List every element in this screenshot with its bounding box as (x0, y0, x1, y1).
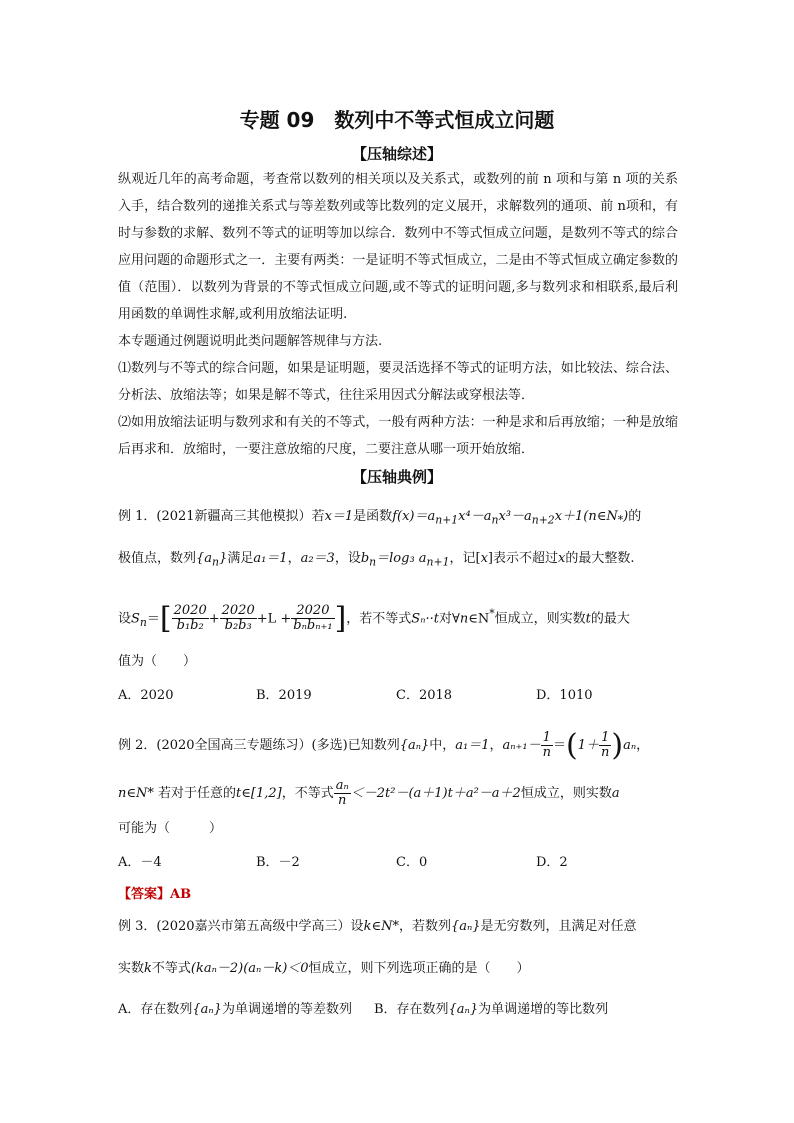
math-sub: n (369, 555, 377, 569)
math: x³－a (498, 509, 532, 524)
fraction (599, 731, 611, 760)
text: 是函数 (353, 509, 393, 524)
math: aₙ (623, 738, 637, 753)
overview-paragraph-1: 纵观近几年的高考命题，考查常以数列的相关项以及关系式，或数列的前 n 项和与第 n 项的关系入手，结合数列的递推关系式与等差数列或等比数列的定义展开，求解数列的通项、前 n项和，有时与参数的求解、数列不等式的证明等加以综合．数列中不等式恒成立问题，是数列不等式的综合应用问题的命题形式之一．主要有两类：一是证明不等式恒成立，二是由不等式恒成立确定参数的值（范围）．以数列为背景的不等式恒成立问题,或不等式的证明问题,多与数列求和相联系,最后利用函数的单调性求解,或利用放缩法证明. (118, 172, 678, 322)
fraction (220, 604, 257, 633)
numerator: 2020 (291, 604, 334, 619)
numerator: 2020 (173, 603, 207, 619)
math-sub: n+1 (426, 555, 450, 569)
page-title: 专题 09 数列中不等式恒成立问题 (239, 108, 555, 132)
math-sup: * (489, 607, 495, 620)
fraction (172, 604, 209, 633)
fraction (291, 604, 334, 633)
text: 的最大整数. (565, 551, 635, 566)
example-3-line-1 (118, 916, 678, 938)
denominator: b₁b₂ (176, 618, 204, 634)
plus: + (208, 611, 220, 627)
math: f(x)＝a (392, 509, 436, 524)
math: } (219, 551, 228, 566)
math: x (557, 551, 566, 566)
math: n (459, 611, 469, 627)
math: ··t (425, 611, 439, 627)
right-bracket: ] (334, 600, 347, 636)
numerator: 1 (541, 731, 553, 746)
text: 若对于任意的 (158, 786, 237, 801)
example-2-line-1 (118, 726, 678, 766)
text: 中， (429, 738, 456, 753)
example-2-option-d: D．2 (536, 855, 568, 870)
text: 恒成立，则实数 (494, 611, 586, 627)
overview-paragraph-4: ⑵如用放缩法证明与数列求和有关的不等式，一般有两种方法：一种是求和后再放缩；一种是放缩后再求和．放缩时，一要注意放缩的尺度，二要注意从哪一项开始放缩． (118, 415, 678, 457)
left-bracket: [ (159, 600, 172, 636)
text: 例 1．(2021新疆高三其他模拟）若 (118, 509, 325, 524)
example-1-line-1 (118, 506, 678, 532)
math-sub: n (212, 555, 220, 569)
text: 恒成立，则实数 (520, 786, 612, 801)
example-3-line-2 (118, 958, 678, 980)
section-heading-examples: 【压轴典例】 (351, 468, 442, 486)
math: x＋1(n∈N (554, 509, 618, 524)
math: t∈[1,2] (236, 786, 282, 801)
overview-paragraph-2: 本专题通过例题说明此类问题解答规律与方法. (118, 334, 383, 349)
math: Sₙ (411, 611, 426, 627)
example-2-line-3: 可能为（ ） (118, 821, 223, 836)
math: {aₙ} (450, 919, 481, 934)
text: 设 (118, 611, 132, 627)
math: k∈N* (363, 919, 399, 934)
example-2-option-c: C．0 (396, 855, 428, 870)
text: 例 3．(2020嘉兴市第五高级中学高三）设 (118, 919, 364, 934)
math: x＝1 (324, 509, 354, 524)
math-sub: * (617, 513, 624, 527)
math-sub: n+2 (531, 513, 555, 527)
text: ]表示不超过 (487, 551, 558, 566)
denominator: b₂b₃ (224, 618, 252, 634)
example-1-option-b: B．2019 (256, 688, 312, 703)
text: 不等式 (151, 961, 191, 976)
math: ＝ (146, 611, 160, 627)
example-2-option-b: B．－2 (256, 855, 300, 870)
text: 是无穷数列，且满足对任意 (480, 919, 637, 934)
denominator: n (601, 745, 610, 760)
example-3-options-line (118, 999, 678, 1021)
example-1-line-3 (118, 590, 678, 638)
text: ∈N (468, 611, 490, 627)
text: ，设 (334, 551, 361, 566)
math: a (611, 786, 620, 801)
math-sub: n+1 (435, 513, 459, 527)
text: 为单调递增的等比数列 (478, 1002, 609, 1017)
math: ＜－2t²－(a＋1)t＋a²－a＋2 (350, 786, 521, 801)
text: ，不等式 (281, 786, 334, 801)
example-1-line-4: 值为（ ） (118, 654, 197, 669)
text: 的 (628, 509, 642, 524)
left-paren: ( (566, 727, 578, 763)
numerator: aₙ (335, 778, 349, 793)
text: ， (489, 738, 503, 753)
text: 极值点，数列 (118, 551, 197, 566)
example-1-line-2 (118, 548, 678, 574)
math: {a (196, 551, 213, 566)
math: ) (623, 509, 629, 524)
text: 满足 (227, 551, 254, 566)
text: 对∀ (438, 611, 460, 627)
math: aₙ₊₁－ (502, 738, 541, 753)
math-sub: n (491, 513, 499, 527)
numerator: 1 (599, 731, 611, 746)
option-a-label: A．存在数列 (118, 1002, 193, 1017)
math: x (480, 551, 488, 566)
text: ，若不等式 (346, 611, 412, 627)
math: {aₙ} (399, 738, 430, 753)
numerator: 2020 (221, 603, 255, 619)
math: a₂＝3 (300, 551, 335, 566)
text: 例 2．(2020全国高三专题练习）(多选)已知数列 (118, 738, 400, 753)
example-1-option-c: C．2018 (396, 688, 453, 703)
example-1-option-d: D．1010 (536, 688, 593, 703)
text: ， (636, 738, 650, 753)
math: b (360, 551, 370, 566)
ellipsis: +L + (256, 611, 292, 627)
text: 恒成立，则下列选项正确的是（ ） (308, 961, 530, 976)
math: {aₙ} (192, 1002, 222, 1017)
option-b-label: B．存在数列 (373, 1002, 449, 1017)
math: ＝ (553, 738, 567, 753)
fraction (334, 779, 351, 808)
example-2-option-a: A．－4 (118, 855, 162, 870)
example-1-option-a: A．2020 (118, 688, 174, 703)
fraction (541, 731, 553, 760)
section-heading-overview: 【压轴综述】 (351, 145, 442, 163)
math: n∈N* (118, 786, 154, 801)
math: k (144, 961, 152, 976)
math: {aₙ} (448, 1002, 479, 1017)
text: 为单调递增的等差数列 (221, 1002, 352, 1017)
text: ，若数列 (398, 919, 451, 934)
math: a₁＝1 (253, 551, 288, 566)
text: 的最大 (590, 611, 630, 627)
example-2-answer: 【答案】AB (118, 887, 192, 902)
math: t (585, 611, 591, 627)
math: (kaₙ－2)(aₙ－k)＜0 (190, 961, 309, 976)
text: ，记[ (449, 551, 481, 566)
text: ， (287, 551, 301, 566)
math-sub: n (139, 615, 147, 629)
math: x⁴－a (458, 509, 492, 524)
denominator: bₙbₙ₊₁ (293, 618, 333, 634)
math: S (131, 611, 140, 627)
text: 实数 (118, 961, 145, 976)
math: ＝log₃ a (376, 551, 427, 566)
math: 1＋ (577, 738, 600, 753)
math: a₁＝1 (455, 738, 490, 753)
denominator: n (338, 793, 347, 808)
overview-paragraph-3: ⑴数列与不等式的综合问题，如果是证明题，要灵活选择不等式的证明方法，如比较法、综合法、分析法、放缩法等；如果是解不等式，往往采用因式分解法或穿根法等． (118, 361, 678, 403)
example-2-line-2 (118, 774, 678, 814)
right-paren: ) (611, 727, 624, 763)
denominator: n (542, 745, 551, 760)
